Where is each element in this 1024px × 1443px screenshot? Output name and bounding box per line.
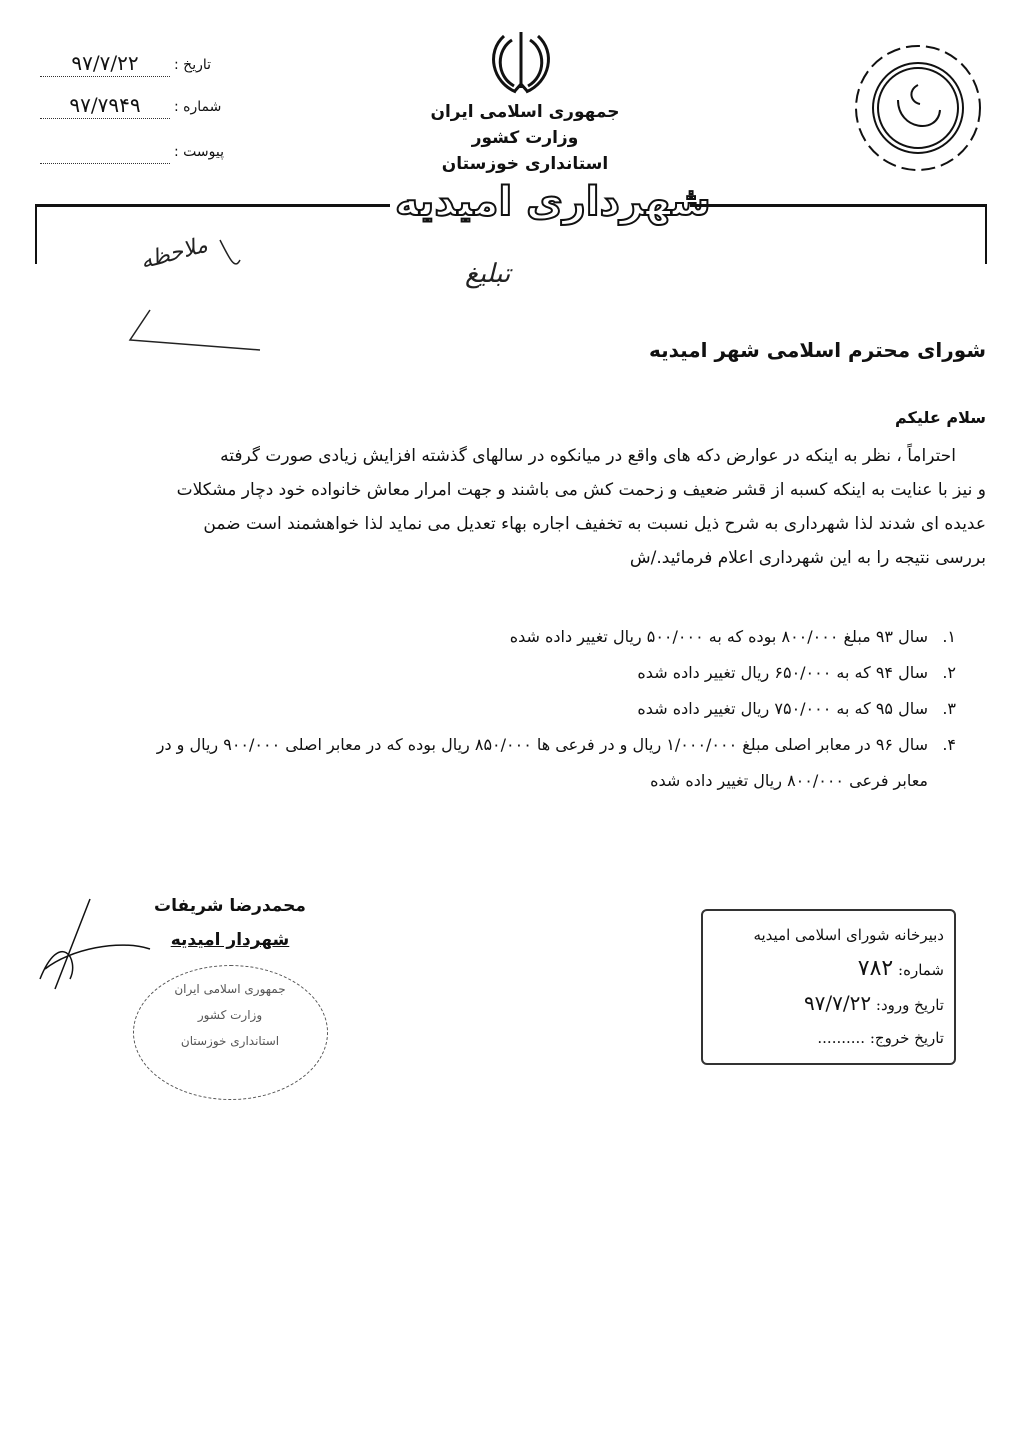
frame-corner-right [985, 204, 987, 264]
attachment-value [40, 163, 170, 164]
handwritten-note-1: تبلیغ [465, 259, 511, 289]
date-label: تاریخ : [174, 57, 212, 73]
recipient-heading: شورای محترم اسلامی شهر امیدیه [648, 338, 986, 362]
letter-body [40, 335, 986, 1100]
header-ministry: وزارت کشور [471, 128, 579, 148]
iran-emblem-icon [490, 26, 552, 98]
paragraph-line: عدیده ای شدند لذا شهرداری به شرح ذیل نسبت به تخفیف اجاره بهاء تعدیل می نماید لذا خواهشمند است ضمن [203, 514, 986, 534]
receipt-stamp [701, 909, 956, 1065]
list-item: ۱.سال ۹۳ مبلغ ۸۰۰/۰۰۰ بوده که به ۵۰۰/۰۰۰ ریال تغییر داده شده [509, 627, 956, 646]
attachment-field [40, 140, 224, 164]
signer-name: محمدرضا شریفات [154, 896, 306, 916]
stamp-number: شماره: ۷۸۲ [857, 956, 944, 981]
signature-scribble-icon [30, 889, 160, 999]
list-item-continuation: معابر فرعی ۸۰۰/۰۰۰ ریال تغییر داده شده [650, 771, 928, 790]
number-label: شماره : [174, 99, 222, 115]
item-list [40, 619, 986, 799]
signature-block [110, 889, 350, 1100]
number-field [40, 92, 221, 119]
header-governorate: استانداری خوزستان [441, 154, 609, 174]
org-title: شهرداری امیدیه [395, 179, 711, 225]
date-value: ۹۷/۷/۲۲ [40, 50, 170, 77]
municipality-logo-icon [848, 30, 988, 185]
list-item: ۳.سال ۹۵ که به ۷۵۰/۰۰۰ ریال تغییر داده شده [637, 699, 956, 718]
paragraph-line: و نیز با عنایت به اینکه کسبه از قشر ضعیف و زحمت کش می باشند و جهت امرار معاش خانواده خود دچار مشکلات [176, 480, 986, 500]
frame-line-left [35, 204, 390, 207]
signer-title: شهردار امیدیه [170, 930, 290, 950]
frame-line-right [690, 204, 985, 207]
stamp-entry-date: تاریخ ورود: ۹۷/۷/۲۲ [803, 991, 944, 1015]
date-field [40, 50, 211, 77]
handwritten-note-2: ملاحظه [137, 232, 211, 275]
salutation: سلام علیکم [894, 408, 986, 427]
official-seal: جمهوری اسلامی ایران وزارت کشور استانداری خوزستان [133, 965, 328, 1100]
signature-area [40, 889, 986, 1100]
paragraph-line: احتراماً ، نظر به اینکه در عوارض دکه های واقع در میانکوه در سالهای گذشته افزایش زیادی صورت گرفته [220, 446, 956, 466]
stamp-title: دبیرخانه شورای اسلامی امیدیه [753, 926, 944, 944]
paragraph-line: بررسی نتیجه را به این شهرداری اعلام فرمائید./ش [629, 548, 986, 568]
header-republic: جمهوری اسلامی ایران [430, 102, 620, 122]
list-item: ۴.سال ۹۶ در معابر اصلی مبلغ ۱/۰۰۰/۰۰۰ ریال و در فرعی ها ۸۵۰/۰۰۰ ریال بوده که در معابر اصلی ۹۰۰/۰۰۰ ریال و در [156, 735, 956, 754]
number-value: ۹۷/۷۹۴۹ [40, 92, 170, 119]
stamp-exit-date: تاریخ خروج: .......... [817, 1029, 944, 1047]
list-item: ۲.سال ۹۴ که به ۶۵۰/۰۰۰ ریال تغییر داده شده [637, 663, 956, 682]
frame-corner-left [35, 204, 37, 264]
body-paragraph [40, 439, 986, 575]
attachment-label: پیوست : [174, 144, 224, 160]
